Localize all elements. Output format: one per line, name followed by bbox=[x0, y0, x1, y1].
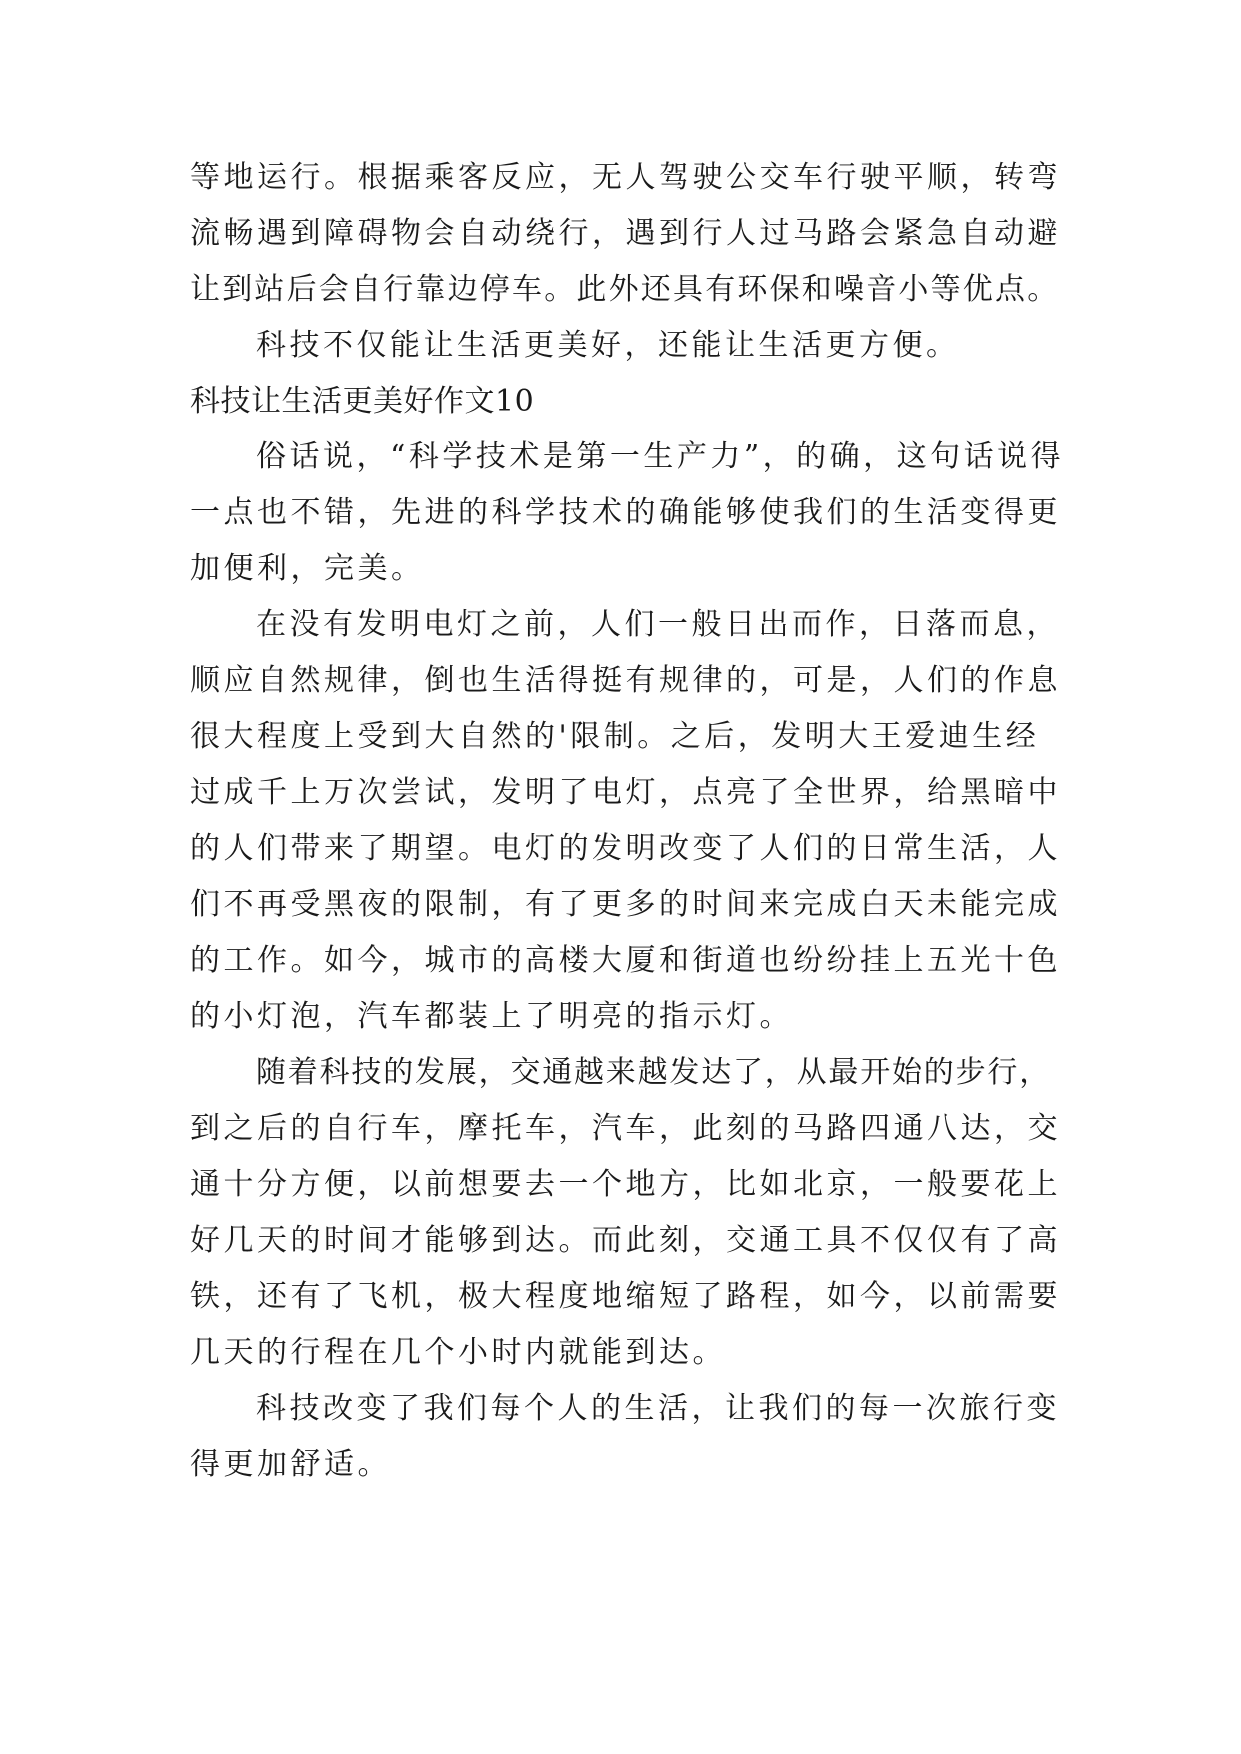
paragraph-line: 们不再受黑夜的限制，有了更多的时间来完成白天未能完成 bbox=[190, 887, 1061, 922]
paragraph-line: 的小灯泡，汽车都装上了明亮的指示灯。 bbox=[190, 999, 793, 1034]
paragraph-line: 到之后的自行车，摩托车，汽车，此刻的马路四通八达，交 bbox=[190, 1111, 1061, 1146]
paragraph-line: 几天的行程在几个小时内就能到达。 bbox=[190, 1335, 726, 1370]
paragraph-line: 流畅遇到障碍物会自动绕行，遇到行人过马路会紧急自动避 bbox=[190, 216, 1061, 251]
paragraph-line: 铁，还有了飞机，极大程度地缩短了路程，如今，以前需要 bbox=[190, 1279, 1061, 1314]
paragraph-line: 很大程度上受到大自然的'限制。之后，发明大王爱迪生经 bbox=[190, 719, 1040, 754]
paragraph-line: 得更加舒适。 bbox=[190, 1447, 391, 1482]
paragraph-line: 的工作。如今，城市的高楼大厦和街道也纷纷挂上五光十色 bbox=[190, 943, 1061, 978]
section-title: 科技让生活更美好作文10 bbox=[190, 384, 535, 419]
paragraph-line: 科技改变了我们每个人的生活，让我们的每一次旅行变 bbox=[256, 1391, 1060, 1426]
paragraph-line: 俗话说，“科学技术是第一生产力”，的确，这句话说得 bbox=[256, 439, 1065, 474]
paragraph-line: 好几天的时间才能够到达。而此刻，交通工具不仅仅有了高 bbox=[190, 1223, 1061, 1258]
paragraph-line: 等地运行。根据乘客反应，无人驾驶公交车行驶平顺，转弯 bbox=[190, 160, 1061, 195]
paragraph-line: 通十分方便，以前想要去一个地方，比如北京，一般要花上 bbox=[190, 1167, 1061, 1202]
paragraph-line: 顺应自然规律，倒也生活得挺有规律的，可是，人们的作息 bbox=[190, 663, 1061, 698]
paragraph-line: 过成千上万次尝试，发明了电灯，点亮了全世界，给黑暗中 bbox=[190, 775, 1061, 810]
paragraph-line: 随着科技的发展，交通越来越发达了，从最开始的步行， bbox=[256, 1055, 1051, 1090]
paragraph-line: 科技不仅能让生活更美好，还能让生活更方便。 bbox=[256, 328, 960, 363]
paragraph-line: 一点也不错，先进的科学技术的确能够使我们的生活变得更 bbox=[190, 495, 1061, 530]
paragraph-line: 让到站后会自行靠边停车。此外还具有环保和噪音小等优点。 bbox=[190, 272, 1060, 307]
paragraph-line: 的人们带来了期望。电灯的发明改变了人们的日常生活，人 bbox=[190, 831, 1061, 866]
paragraph-line: 在没有发明电灯之前，人们一般日出而作，日落而息， bbox=[256, 607, 1060, 642]
paragraph-line: 加便利，完美。 bbox=[190, 551, 425, 586]
